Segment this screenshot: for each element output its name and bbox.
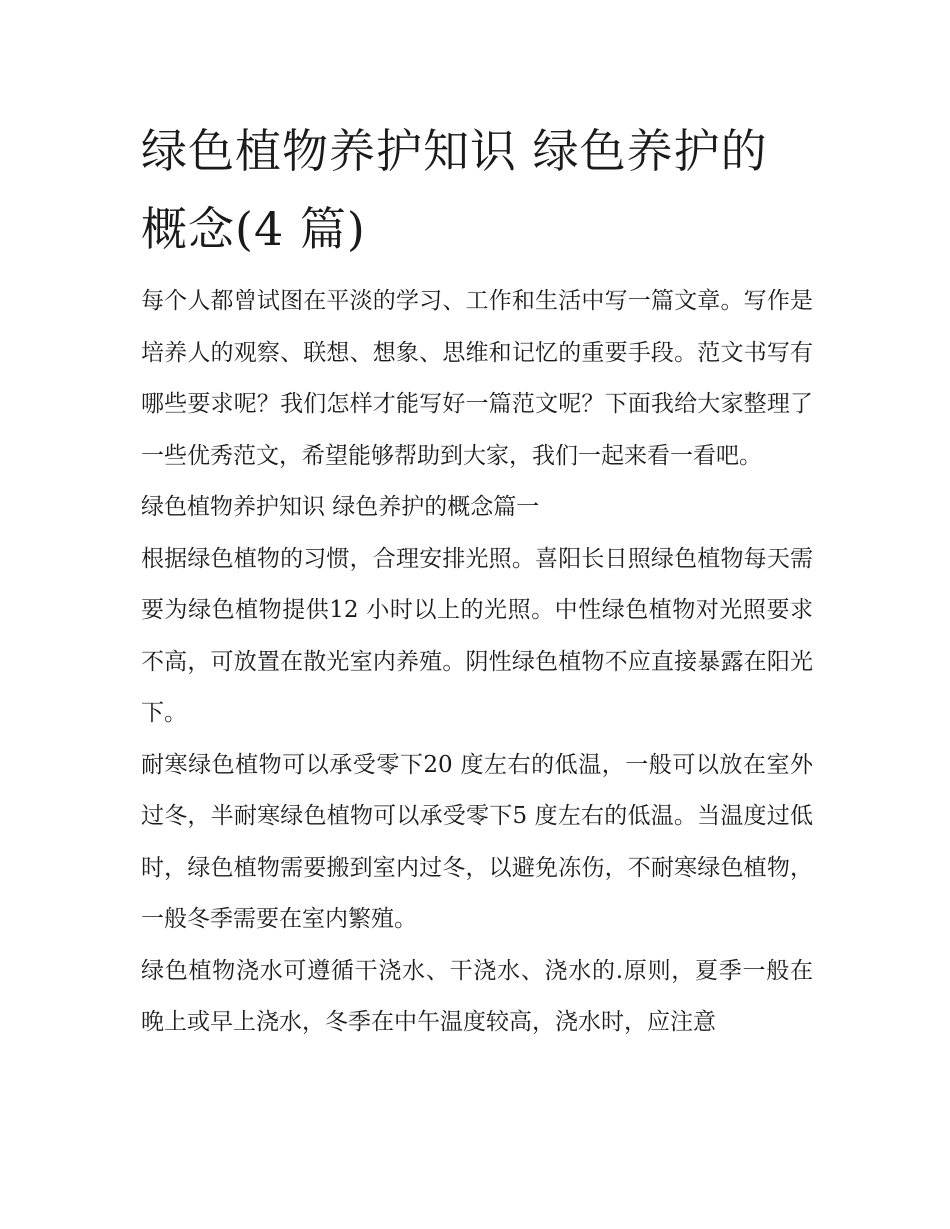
light-paragraph: 根据绿色植物的习惯，合理安排光照。喜阳长日照绿色植物每天需要为绿色植物提供12 小时以上的光照。中性绿色植物对光照要求不高，可放置在散光室内养殖。阴性绿色植物不应直接暴露在阳光下。 xyxy=(141,545,813,726)
intro-paragraph: 每个人都曾试图在平淡的学习、工作和生活中写一篇文章。写作是培养人的观察、联想、想象、思维和记忆的重要手段。范文书写有哪些要求呢？我们怎样才能写好一篇范文呢？下面我给大家整理了一些优秀范文，希望能够帮助到大家，我们一起来看一看吧。 xyxy=(141,288,813,469)
document-title xyxy=(141,112,813,268)
document-page xyxy=(141,112,813,1049)
section-heading: 绿色植物养护知识 绿色养护的概念篇一 xyxy=(141,494,540,520)
title-line-2: 概念(4 篇) xyxy=(141,202,366,256)
title-line-1: 绿色植物养护知识 绿色养护的 xyxy=(141,124,768,178)
temperature-paragraph: 耐寒绿色植物可以承受零下20 度左右的低温，一般可以放在室外过冬，半耐寒绿色植物可以承受零下5 度左右的低温。当温度过低时，绿色植物需要搬到室内过冬，以避免冻伤，不耐寒绿色植物，一般冬季需要在室内繁殖。 xyxy=(141,751,813,932)
watering-paragraph: 绿色植物浇水可遵循干浇水、干浇水、浇水的.原则，夏季一般在晚上或早上浇水，冬季在中午温度较高，浇水时，应注意 xyxy=(141,957,813,1035)
